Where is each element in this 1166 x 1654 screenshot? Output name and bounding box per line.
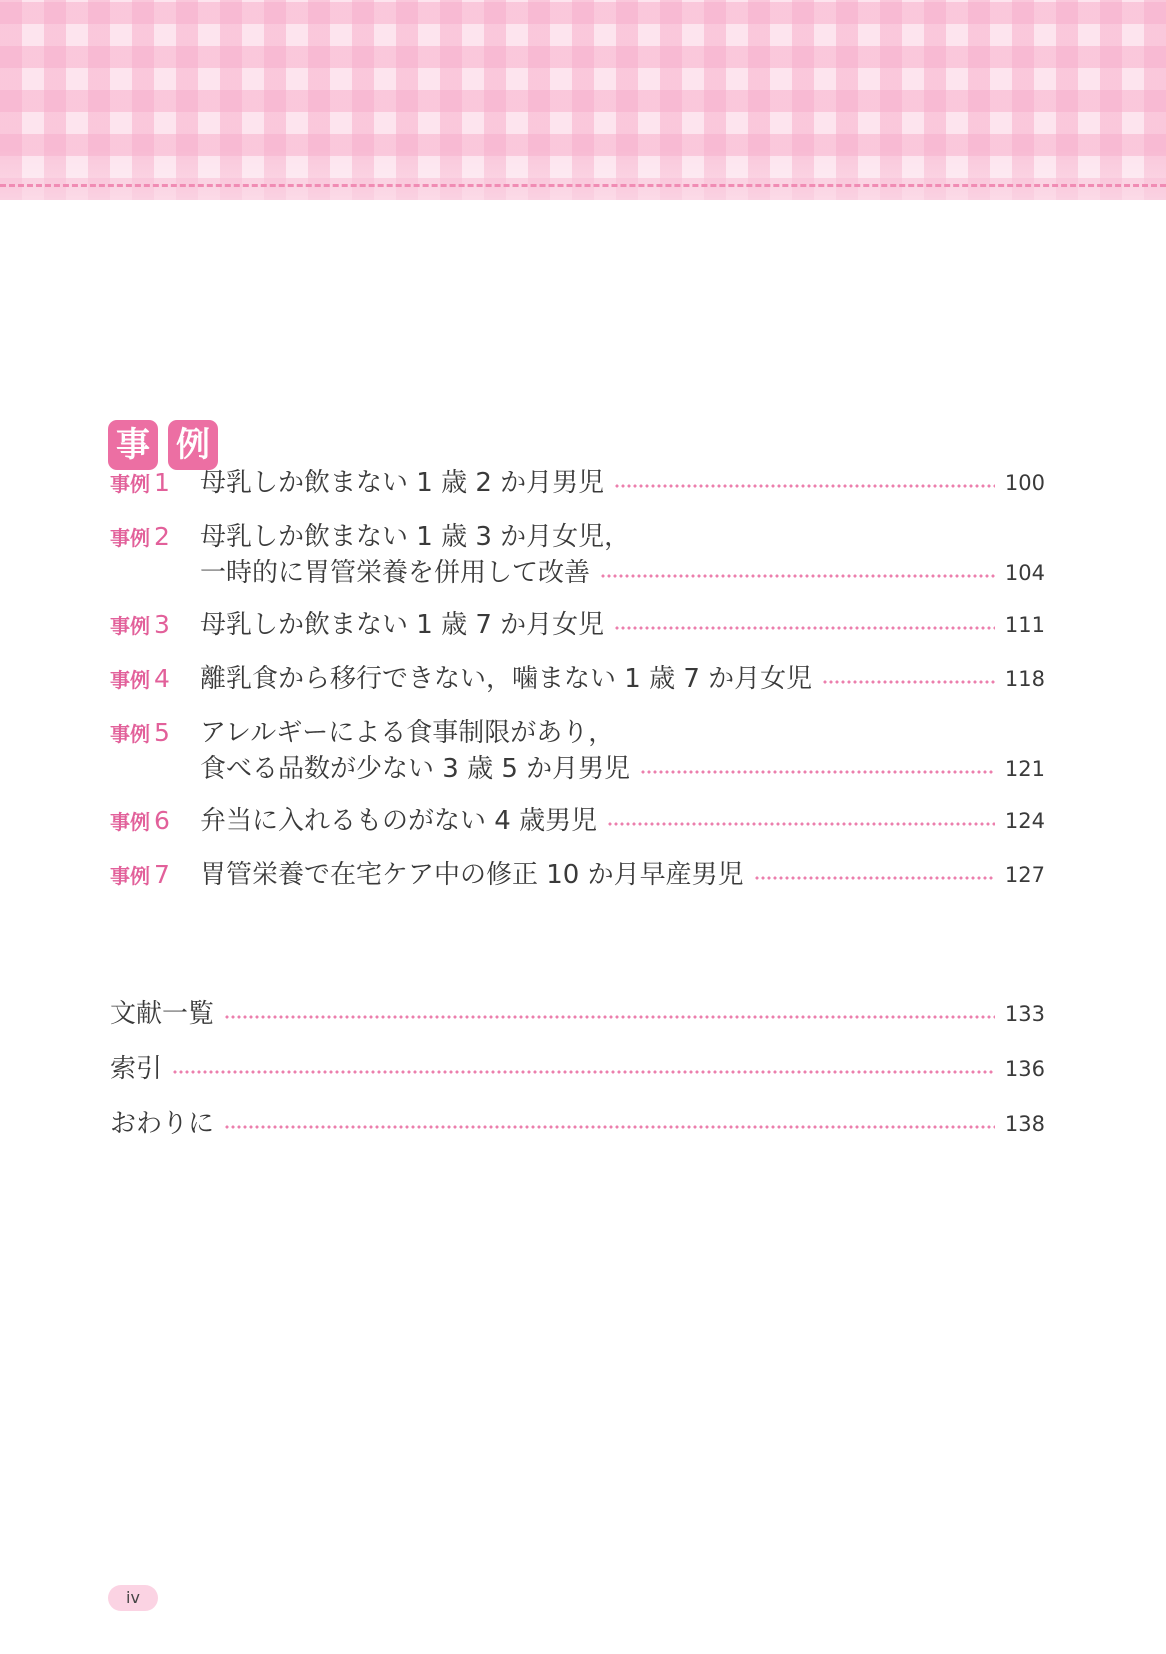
toc-entry-title: 胃管栄養で在宅ケア中の修正 10 か月早産男児 [200, 860, 744, 890]
case-label: 事例 1 [110, 468, 170, 497]
toc-entry-case-6[interactable] [110, 801, 1045, 841]
case-label: 事例 7 [110, 860, 170, 889]
toc-entry-case-4[interactable] [110, 659, 1045, 699]
toc-line [200, 659, 1045, 699]
toc-line [200, 801, 1045, 841]
toc-entry-afterword[interactable] [110, 1104, 1045, 1144]
toc-entry-title-line2: 食べる品数が少ない 3 歳 5 か月男児 [200, 754, 631, 784]
dot-leader [224, 1015, 995, 1019]
dot-leader [754, 876, 995, 880]
toc-page-number: 133 [1004, 1002, 1045, 1026]
toc-line [200, 749, 1045, 789]
toc-page-number: 104 [1004, 561, 1045, 585]
toc-line [200, 463, 1045, 503]
toc-entry-case-1[interactable] [110, 463, 1045, 503]
stitch-line [0, 184, 1166, 187]
section-badge-char: 事 [108, 420, 158, 470]
header-fade [0, 150, 1166, 200]
toc-page-number: 111 [1004, 613, 1045, 637]
toc-entry-title: おわりに [110, 1109, 215, 1139]
toc-entry-title: 索引 [110, 1054, 163, 1084]
toc-page-number: 124 [1004, 809, 1045, 833]
case-label: 事例 4 [110, 664, 170, 693]
dot-leader [614, 484, 995, 488]
toc-entry-case-2[interactable] [110, 517, 1045, 557]
case-label: 事例 5 [110, 718, 170, 747]
toc-entry-title: 弁当に入れるものがない 4 歳男児 [200, 806, 598, 836]
toc-line [110, 994, 1045, 1034]
toc-entry-title: 離乳食から移行できない，噛まない 1 歳 7 か月女児 [200, 664, 813, 694]
page-number-badge: iv [108, 1585, 158, 1611]
toc-entry-title: 母乳しか飲まない 1 歳 2 か月男児 [200, 468, 605, 498]
toc-entry-title-line1: 母乳しか飲まない 1 歳 3 か月女児， [200, 522, 631, 552]
dot-leader [607, 822, 995, 826]
dot-leader [640, 770, 995, 774]
toc-entry-case-5[interactable] [110, 713, 1045, 753]
case-label: 事例 6 [110, 806, 170, 835]
toc-entry-title-line2: 一時的に胃管栄養を併用して改善 [200, 558, 591, 588]
toc-entry-title: 文献一覧 [110, 999, 215, 1029]
toc-page-number: 121 [1004, 757, 1045, 781]
toc-entry-title: 母乳しか飲まない 1 歳 7 か月女児 [200, 610, 605, 640]
toc-page-number: 100 [1004, 471, 1045, 495]
dot-leader [172, 1070, 995, 1074]
toc-page-number: 127 [1004, 863, 1045, 887]
toc-line [200, 553, 1045, 593]
toc-line [110, 1104, 1045, 1144]
toc-page-number: 138 [1004, 1112, 1045, 1136]
toc-entry-case-5-cont[interactable] [110, 749, 1045, 789]
toc-entry-case-3[interactable] [110, 605, 1045, 645]
dot-leader [822, 680, 995, 684]
toc-page-number: 136 [1004, 1057, 1045, 1081]
section-badge-char: 例 [168, 420, 218, 470]
toc-entry-references[interactable] [110, 994, 1045, 1034]
toc-line [200, 855, 1045, 895]
toc-page-number: 118 [1004, 667, 1045, 691]
case-label: 事例 3 [110, 610, 170, 639]
case-label: 事例 2 [110, 522, 170, 551]
toc-entry-index[interactable] [110, 1049, 1045, 1089]
dot-leader [614, 626, 995, 630]
toc-entry-case-2-cont[interactable] [110, 553, 1045, 593]
toc-line [110, 1049, 1045, 1089]
dot-leader [600, 574, 995, 578]
toc-entry-case-7[interactable] [110, 855, 1045, 895]
dot-leader [224, 1125, 995, 1129]
toc-line [200, 605, 1045, 645]
toc-entry-title-line1: アレルギーによる食事制限があり， [200, 718, 615, 748]
